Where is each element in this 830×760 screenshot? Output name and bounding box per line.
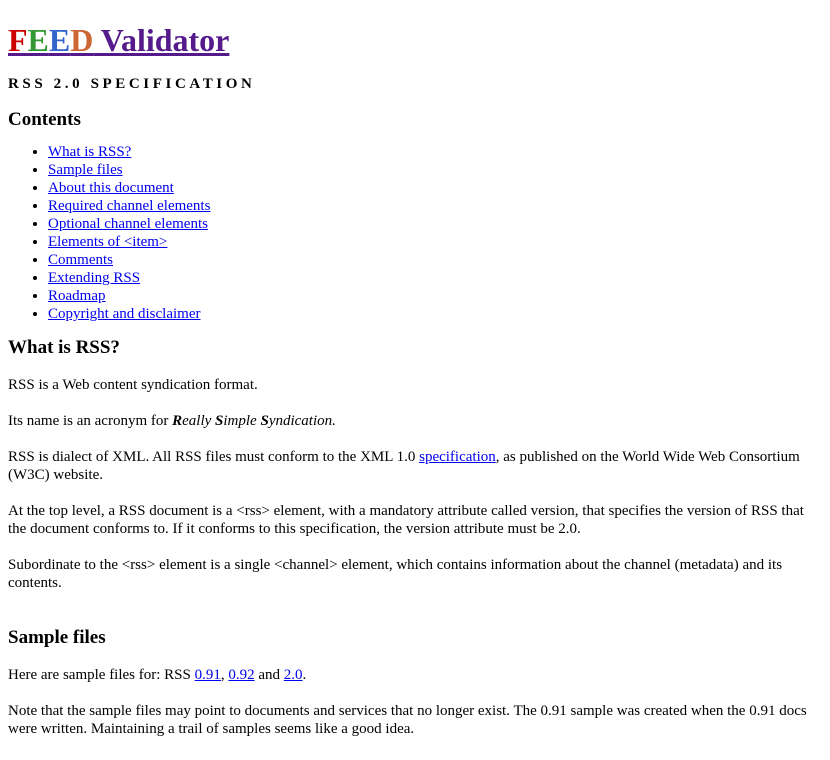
logo-letter: D (70, 22, 94, 58)
feed-validator-logo-link[interactable] (8, 22, 229, 58)
toc-item (48, 161, 822, 179)
sample-link-0-92[interactable]: 0.92 (228, 667, 255, 683)
text-run: yndication. (268, 413, 336, 429)
text-run: imple (223, 413, 261, 429)
acronym-letter: S (215, 413, 224, 429)
toc-link-comments[interactable]: Comments (48, 252, 114, 268)
toc-link-elements-of-item[interactable]: Elements of <item> (48, 234, 168, 250)
acronym-expansion (172, 413, 336, 429)
sample-link-2-0[interactable]: 2.0 (283, 667, 303, 683)
what-is-paragraph-5: Subordinate to the <rss> element is a single <channel> element, which contains information about the channel (metadata) and its contents. (8, 557, 783, 591)
toc-item (48, 269, 822, 287)
spec-title: RSS 2.0 SPECIFICATION (8, 76, 256, 92)
sample-files-heading: Sample files (8, 627, 106, 648)
toc-link-roadmap[interactable]: Roadmap (48, 288, 106, 304)
toc-link-copyright-and-disclaimer[interactable]: Copyright and disclaimer (48, 306, 201, 322)
toc-link-optional-channel-elements[interactable]: Optional channel elements (48, 216, 208, 232)
toc-item (48, 233, 822, 251)
text-run: . (302, 667, 307, 683)
what-is-paragraph-1: RSS is a Web content syndication format. (8, 377, 258, 393)
text-run: eally (182, 413, 216, 429)
what-is-paragraph-2 (8, 412, 822, 430)
what-is-paragraph-4: At the top level, a RSS document is a <rss> element, with a mandatory attribute called version, that specifies the version of RSS that the document conforms to. If it conforms to this specification, the version attribute must be 2.0. (8, 503, 804, 537)
text-run: Here are sample files for: RSS (8, 667, 195, 683)
acronym-letter: S (260, 413, 269, 429)
toc-item (48, 143, 822, 161)
logo-text: Validator (93, 22, 230, 58)
toc-link-about-this-document[interactable]: About this document (48, 180, 174, 196)
toc-item (48, 179, 822, 197)
toc-link-sample-files[interactable]: Sample files (48, 162, 123, 178)
text-run: and (254, 667, 284, 683)
toc-item (48, 305, 822, 323)
text-run: RSS is dialect of XML. All RSS files must conform to the XML 1.0 (8, 449, 420, 465)
sample-link-0-91[interactable]: 0.91 (194, 667, 221, 683)
what-is-paragraph-3 (8, 448, 822, 484)
logo-letter: E (27, 22, 49, 58)
xml-specification-link[interactable]: specification (419, 449, 496, 465)
toc-item (48, 251, 822, 269)
toc-link-what-is-rss[interactable]: What is RSS? (48, 144, 132, 160)
toc-item (48, 215, 822, 233)
contents-list (8, 143, 822, 323)
sample-files-paragraph-2: Note that the sample files may point to documents and services that no longer exist. The 0.91 sample was created when the 0.91 docs were written. Maintaining a trail of samples seems like a good idea. (8, 703, 807, 737)
sample-files-paragraph-1 (8, 666, 822, 684)
logo-letter: F (8, 22, 28, 58)
acronym-letter: R (172, 413, 183, 429)
what-is-rss-heading: What is RSS? (8, 337, 120, 358)
text-run: , (220, 667, 229, 683)
toc-item (48, 287, 822, 305)
logo-letter: E (48, 22, 71, 58)
toc-link-extending-rss[interactable]: Extending RSS (48, 270, 141, 286)
contents-heading: Contents (8, 109, 81, 130)
text-run: Its name is an acronym for (8, 413, 173, 429)
toc-link-required-channel-elements[interactable]: Required channel elements (48, 198, 211, 214)
toc-item (48, 197, 822, 215)
text-run: , as published on the World Wide Web Consortium (W3C) website. (8, 449, 800, 483)
